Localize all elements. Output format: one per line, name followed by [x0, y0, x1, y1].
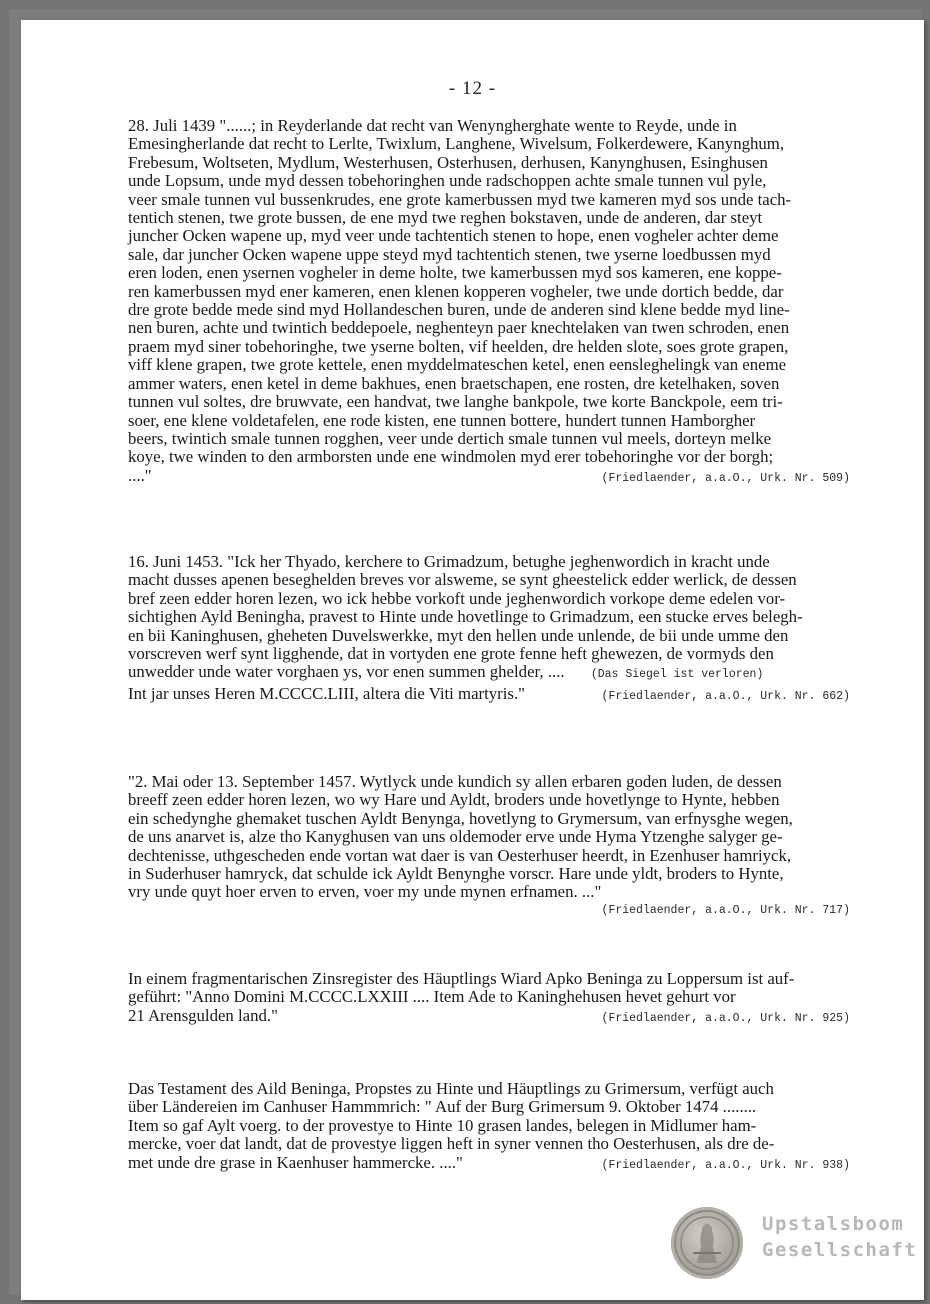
citation: (Friedlaender, a.a.O., Urk. Nr. 938) [601, 1158, 850, 1172]
section-zinsregister-lines [128, 970, 888, 1007]
text-line: unde Lopsum, unde myd dessen tobehoringhen unde radschoppen achte smale tunnen vul pyle, [128, 171, 767, 191]
text-line: de uns anarvet is, alze tho Kanyghusen van uns oldemoder erve unde Hyma Ytzenghe salyger ge- [128, 827, 783, 847]
text-line: veer smale tunnen vul bussenkrudes, ene grote kamerbussen myd twe kameren myd sos unde tach- [128, 189, 792, 209]
text-line: sale, dar juncher Ocken wapene uppe steyd myd tachtentich stenen, twe yserne loedbussen myd [128, 244, 771, 264]
text-line [128, 1007, 888, 1025]
section-testament-lines [128, 1080, 888, 1154]
text-line: tentich stenen, twe grote bussen, de ene myd twe reghen bokstaven, unde de anderen, dar steyt [128, 208, 763, 228]
text-line: nen buren, achte und twintich beddepoele, neghenteyn paer knechtelaken van twen schroden, enen [128, 318, 790, 338]
text-line: 16. Juni 1453. "Ick her Thyado, kerchere to Grimadzum, betughe jeghenwordich in kracht unde [128, 552, 770, 571]
text-line: Das Testament des Aild Beninga, Propstes zu Hinte und Häuptlings zu Grimersum, verfügt auch [128, 1079, 774, 1098]
section-1439 [128, 117, 888, 485]
text-line: geführt: "Anno Domini M.CCCC.LXXIII .... Item Ade to Kaninghehusen hevet gehurt vor [128, 987, 736, 1007]
text-line: Emesingherlande dat recht to Lerlte, Twixlum, Langhene, Wivelsum, Folkerdewere, Kanynghum, [128, 134, 785, 154]
citation: (Friedlaender, a.a.O., Urk. Nr. 662) [601, 689, 850, 703]
upstalsboom-seal-icon [671, 1207, 743, 1279]
text-line: en bii Kaninghusen, gheheten Duvelswerkke, myt den hellen unde unlende, de bii unde umme den [128, 625, 789, 645]
citation: (Friedlaender, a.a.O., Urk. Nr. 509) [601, 471, 850, 485]
section-testament [128, 1080, 888, 1172]
text-line [128, 663, 888, 684]
text-line-content: 21 Arensgulden land." [128, 1005, 278, 1025]
text-line: ren kamerbussen myd ener kameren, enen klenen kopperen vogheler, twe unde dortich bedde, dar [128, 281, 784, 301]
text-line: bref zeen edder horen lezen, wo ick hebbe vorkoft unde jeghenwordich vorkope deme edelen vor- [128, 588, 786, 608]
text-line: In einem fragmentarischen Zinsregister des Häuptlings Wiard Apko Beninga zu Loppersum ist auf- [128, 969, 795, 988]
text-line: juncher Ocken wapene up, myd veer unde tachtentich stenen to hope, enen vogheler achter deme [128, 226, 779, 246]
text-line: viff klene grapen, twe grote kettele, enen myddelmateschen ketel, enen eensleghelingk van eneme [128, 355, 787, 375]
text-line-content: met unde dre grase in Kaenhuser hammercke. ...." [128, 1152, 463, 1172]
text-line [128, 685, 888, 703]
text-line: dre grote bedde mede sind myd Hollandeschen buren, unde de anderen sind klene bedde myd line- [128, 300, 790, 320]
text-line: eren loden, enen ysernen vogheler in deme holte, twe kamerbussen myd sos kameren, ene koppe- [128, 263, 782, 283]
text-line: soer, ene klene voldetafelen, ene rode kisten, ene tunnen bottere, hundert tunnen Hamborgher [128, 410, 756, 430]
text-line: breeff zeen edder horen lezen, wo wy Hare und Ayldt, broders unde hovetlynge to Hynte, hebben [128, 790, 780, 810]
section-1439-lines [128, 117, 888, 467]
text-line: in Suderhuser hamryck, dat schulde ick Ayldt Benynghe vorscr. Hare unde yldt, broders to Hynte, [128, 864, 784, 884]
page-number: - 12 - [448, 78, 497, 99]
section-1453 [128, 553, 888, 703]
text-line: praem myd siner tobehoringhe, twe yserne bolten, vif heelden, dre helden slote, soes grote grapen, [128, 336, 789, 356]
logo-line-1: Upstalsboom [762, 1213, 905, 1235]
text-line [128, 1154, 888, 1172]
text-line: ammer waters, enen ketel in deme bakhues, enen braetschapen, ene rosten, dre ketelhaken, soven [128, 373, 780, 393]
section-1453-lines [128, 553, 888, 663]
section-zinsregister [128, 970, 888, 1025]
text-line: 28. Juli 1439 "......; in Reyderlande dat recht van Wenyngherghate wente to Reyde, unde in [128, 116, 737, 135]
section-1457-lines [128, 773, 888, 902]
society-logo [671, 1203, 919, 1289]
text-line: macht dusses apenen beseghelden breves vor alsweme, se synt gheestelick edder werlick, de dessen [128, 570, 797, 590]
text-line: "2. Mai oder 13. September 1457. Wytlyck unde kundich sy allen erbaren goden luden, de dessen [128, 772, 782, 791]
citation: (Friedlaender, a.a.O., Urk. Nr. 925) [601, 1011, 850, 1025]
section-1457 [128, 773, 888, 920]
text-line: mercke, voer dat landt, dat de provestye liggen heft in syner vennen tho Oesterhusen, als dre de- [128, 1134, 775, 1154]
text-line: vorscreven werf synt ligghende, dat in vortyden ene grote fenne heft ghewezen, de vormyds den [128, 644, 774, 664]
text-line [128, 467, 888, 485]
text-line: beers, twintich smale tunnen rogghen, veer unde dertich smale tunnen vul meels, dorteyn melke [128, 428, 772, 448]
text-line: über Ländereien im Canhuser Hammmrich: " Auf der Burg Grimersum 9. Oktober 1474 ........ [128, 1097, 757, 1117]
text-line: sichtighen Ayld Beningha, pravest to Hinte unde hovetlinge to Grimadzum, een stucke erves belegh- [128, 607, 803, 627]
seal-note: (Das Siegel ist verloren) [590, 668, 764, 682]
text-line-content: unwedder unde water vorghaen ys, vor enen summen ghelder, .... [128, 662, 565, 682]
text-line: tunnen vul soltes, dre bruwvate, een handvat, twe langhe bankpole, twe korte Banckpole, eem tri- [128, 392, 783, 412]
text-line-content: Int jar unses Heren M.CCCC.LIII, altera die Viti martyris." [128, 683, 526, 703]
closing-quote: ...." [128, 465, 152, 485]
text-line: koye, twe winden to den armborsten unde ene windmolen myd erer tobehoringhe vor der borgh; [128, 447, 774, 467]
text-line: vry unde quyt hoer erven to erven, voer my unde mynen erfnamen. ..." [128, 882, 602, 902]
citation: (Friedlaender, a.a.O., Urk. Nr. 717) [601, 903, 850, 917]
text-line: Item so gaf Aylt voerg. to der provestye to Hinte 10 grasen landes, belegen in Midlumer ham- [128, 1115, 757, 1135]
text-line: Frebesum, Woltseten, Mydlum, Westerhusen, Osterhusen, derhusen, Kanynghusen, Esinghusen [128, 152, 768, 172]
text-line: ein schedynghe ghemaket tuschen Ayldt Benynga, hovetlyng to Grymersum, van erfnysghe wegen, [128, 808, 793, 828]
text-line: dechtenisse, uthgescheden ende vortan wat daer is van Oesterhuser heerdt, in Ezenhuser hamriyck, [128, 845, 792, 865]
document-page [21, 20, 924, 1300]
logo-line-2: Gesellschaft [762, 1239, 918, 1261]
